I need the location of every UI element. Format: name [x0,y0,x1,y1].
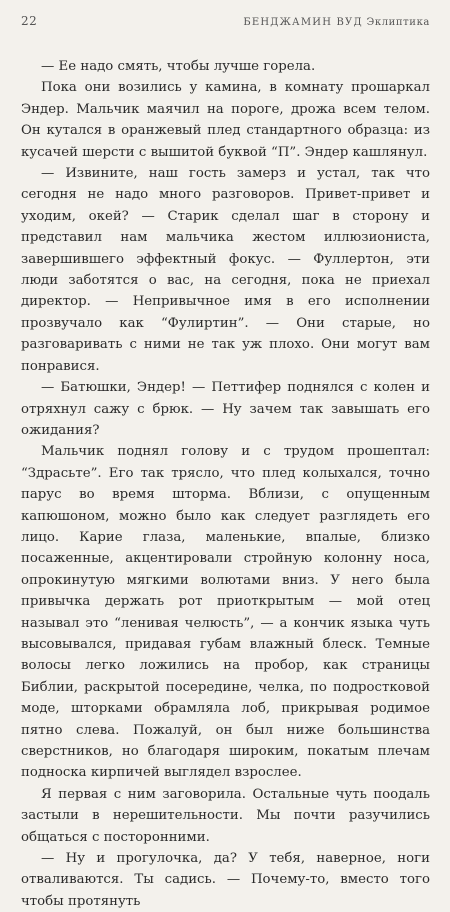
paragraph: Мальчик поднял голову и с трудом прошептал: “Здрасьте”. Его так трясло, что плед колыхался, точно парус во время шторма. Вблизи, с опущенным капюшоном, можно было как следует разглядеть его лицо. Карие глаза, маленькие, впалые, близко посаженные, акцентировали стройную колонну носа, опрокинутую мягкими волютами вниз. У него была привычка держать рот приоткрытым — мой отец называл это “ленивая челюсть”, — а кончик языка чуть высовывался, придавая губам влажный блеск. Темные волосы легко ложились на пробор, как страницы Библии, раскрытой посередине, челка, по подростковой моде, шторками обрамляла лоб, прикрывая родимое пятно слева. Пожалуй, он был ниже большинства сверстников, но благодаря широким, покатым плечам подноска кирпичей выглядел взрослее. [21,444,430,781]
running-head-title: Эклиптика [366,17,430,28]
running-head [243,17,430,28]
paragraph: — Извините, наш гость замерз и устал, так что сегодня не надо много разговоров. Привет-привет и уходим, окей? — Старик сделал шаг в сторону и представил нам мальчика жестом иллюзиониста, завершившего эффектный фокус. — Фуллертон, эти люди заботятся о вас, на сегодня, пока не приехал директор. — Непривычное имя в его исполнении прозвучало как “Фулиртин”. — Они старые, но разговаривать с ними не так уж плохо. Они могут вам понравися. [21,166,430,374]
body-text [21,56,430,912]
page-header [21,14,430,38]
paragraph: Я первая с ним заговорила. Остальные чуть поодаль застыли в нерешительности. Мы почти разучились общаться с посторонними. [21,786,430,845]
paragraph: — Батюшки, Эндер! — Петтифер поднялся с колен и отряхнул сажу с брюк. — Ну зачем так завышать его ожидания? [21,380,430,438]
paragraph: Пока они возились у камина, в комнату прошаркал Эндер. Мальчик маячил на пороге, дрожа всем телом. Он кутался в оранжевый плед стандартного образца: из кусачей шерсти с вышитой буквой “П”. Эндер кашлянул. [21,80,430,160]
paragraph: — Ну и прогулочка, да? У тебя, наверное, ноги отваливаются. Ты садись. — Почему-то, вместо того чтобы протянуть [21,851,430,909]
running-head-author: БЕНДЖАМИН ВУД [243,17,363,28]
page-number: 22 [21,14,38,28]
paragraph: — Ее надо смять, чтобы лучше горела. [41,59,316,74]
